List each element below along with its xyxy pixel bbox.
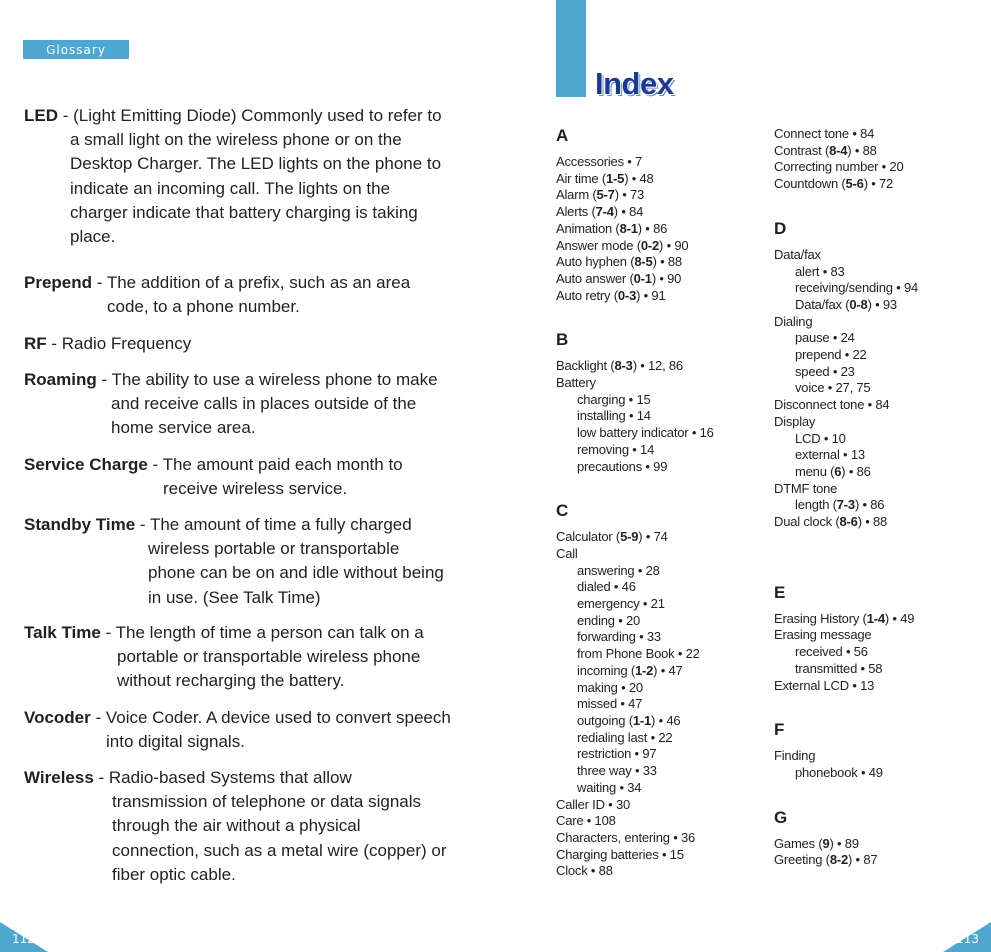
index-subentry <box>774 347 974 364</box>
glossary-definition-line: in use. (See Talk Time) <box>148 587 321 607</box>
index-entry <box>774 611 974 628</box>
glossary-entry <box>24 332 191 356</box>
index-page-ref: ) • 91 <box>636 287 666 303</box>
index-subentry <box>556 746 756 763</box>
index-entry-text: Greeting ( <box>774 852 830 868</box>
index-entry-text: Auto retry ( <box>556 287 618 303</box>
index-entry <box>774 678 974 695</box>
glossary-entry <box>24 706 451 754</box>
index-entry-text: Air time ( <box>556 170 607 186</box>
index-entry <box>774 314 974 331</box>
index-page-ref: ) • 12, 86 <box>632 358 683 374</box>
index-entry <box>774 852 974 869</box>
page-number-right-text: 113 <box>956 932 979 946</box>
glossary-definition-line: home service area. <box>111 418 256 438</box>
index-letter-heading: F <box>774 720 785 740</box>
index-entry-text: Dual clock ( <box>774 514 840 530</box>
page-number-left <box>0 914 48 952</box>
index-subentry <box>556 425 756 442</box>
index-entry-text: Accessories • 7 <box>556 154 643 169</box>
index-entry <box>556 204 756 221</box>
index-entry <box>774 481 974 498</box>
index-entry-text: Data/fax <box>774 246 821 262</box>
index-entry-text: waiting • 34 <box>577 779 642 795</box>
index-entry <box>774 176 974 193</box>
index-page-ref: ) • 88 <box>847 142 877 158</box>
index-menu-shortcut: 8-3 <box>614 358 633 374</box>
glossary-definition-line: - The amount paid each month to <box>147 455 403 474</box>
index-subentry <box>556 646 756 663</box>
index-entry-text: incoming ( <box>577 662 635 678</box>
index-entry-text: length ( <box>795 497 837 513</box>
index-subentry <box>556 629 756 646</box>
index-entry <box>774 414 974 431</box>
index-entry <box>556 813 756 830</box>
index-page-ref: ) • 88 <box>652 254 682 270</box>
index-subentry <box>774 431 974 448</box>
index-entry <box>556 863 756 880</box>
index-page-ref: ) • 47 <box>653 662 683 678</box>
index-menu-shortcut: 0-2 <box>640 237 660 253</box>
glossary-definition-line: Desktop Charger. The LED lights on the phone to <box>70 154 442 174</box>
glossary-definition-line: receive wireless service. <box>163 479 348 499</box>
index-entry-text: Calculator ( <box>556 529 621 545</box>
index-page-ref: ) • 84 <box>613 204 644 220</box>
glossary-definition-line: phone can be on and idle without being <box>148 563 444 583</box>
index-entry-text: Call <box>556 545 578 561</box>
index-subentry <box>556 730 756 747</box>
index-entry-text: Clock • 88 <box>556 863 613 879</box>
index-page-ref: ) • 86 <box>854 497 885 513</box>
index-entry-text: Characters, entering • 36 <box>556 829 696 845</box>
glossary-entry <box>24 513 444 610</box>
index-entry <box>774 143 974 160</box>
index-entry <box>556 529 756 546</box>
index-spacer <box>556 304 756 330</box>
index-entry-text: Data/fax ( <box>795 296 850 312</box>
glossary-entry <box>24 104 442 249</box>
index-entry <box>556 271 756 288</box>
index-subentry <box>774 464 974 481</box>
index-entry-text: Connect tone • 84 <box>774 126 875 141</box>
index-subentry <box>774 380 974 397</box>
index-spacer <box>556 475 756 501</box>
index-entry-text: Auto hyphen ( <box>556 254 635 270</box>
index-entry-text: installing • 14 <box>577 408 651 424</box>
index-entry-text: LCD • 10 <box>795 430 846 446</box>
index-entry-text: restriction • 97 <box>577 746 657 762</box>
index-menu-shortcut: 9 <box>822 835 830 851</box>
index-entry-text: Battery <box>556 375 596 391</box>
glossary-definition-line: - The amount of time a fully charged <box>135 515 412 534</box>
index-subentry <box>774 280 974 297</box>
glossary-definition-line: fiber optic cable. <box>112 864 236 884</box>
index-letter-heading: A <box>556 126 569 145</box>
index-entry <box>774 514 974 531</box>
index-menu-shortcut: 1-2 <box>634 662 654 678</box>
glossary-term: Service Charge <box>24 455 148 474</box>
index-entry <box>556 358 756 375</box>
index-menu-shortcut: 0-8 <box>849 296 868 312</box>
index-entry-text: Contrast ( <box>774 142 830 158</box>
index-menu-shortcut: 7-3 <box>836 497 855 513</box>
glossary-definition-line: - Radio-based Systems that allow <box>93 768 352 787</box>
index-entry <box>556 375 756 392</box>
index-entry-text: Alarm ( <box>556 187 597 203</box>
index-subentry <box>556 680 756 697</box>
index-subentry <box>556 392 756 409</box>
index-letter-heading: E <box>774 582 786 602</box>
glossary-term: RF <box>24 334 47 353</box>
index-entry-text: three way • 33 <box>577 763 657 779</box>
index-entry <box>774 126 974 143</box>
index-entry <box>556 187 756 204</box>
page-number-left-text: 112 <box>12 932 35 946</box>
index-entry <box>774 627 974 644</box>
index-page-ref: ) • 46 <box>651 712 681 728</box>
glossary-entry <box>24 621 424 694</box>
index-entry-text: redialing last • 22 <box>577 729 673 745</box>
index-entry-text: outgoing ( <box>577 712 633 728</box>
index-entry-text: prepend • 22 <box>795 347 867 363</box>
index-spacer <box>774 782 974 808</box>
index-entry-text: making • 20 <box>577 679 643 695</box>
index-entry-text: Care • 108 <box>556 813 616 829</box>
index-subentry <box>774 297 974 314</box>
index-entry-text: Countdown ( <box>774 176 846 192</box>
index-entry-text: Alerts ( <box>556 204 596 220</box>
index-menu-shortcut: 6 <box>834 463 842 479</box>
glossary-definition-line: - Voice Coder. A device used to convert speech <box>90 708 451 727</box>
index-subentry <box>774 644 974 661</box>
index-entry-text: transmitted • 58 <box>795 660 883 676</box>
index-column-1 <box>556 126 756 880</box>
index-page-ref: ) • 93 <box>867 296 897 312</box>
index-subentry <box>774 497 974 514</box>
index-entry-text: precautions • 99 <box>577 458 668 474</box>
index-entry <box>556 238 756 255</box>
index-entry <box>556 154 756 171</box>
index-entry-text: Dialing <box>774 313 813 329</box>
index-entry-text: alert • 83 <box>795 263 845 279</box>
glossary-term: Wireless <box>24 768 94 787</box>
glossary-definition-line: indicate an incoming call. The lights on the <box>70 178 391 198</box>
index-page-ref: ) • 72 <box>863 176 894 192</box>
index-subentry <box>774 447 974 464</box>
index-entry-text: Charging batteries • 15 <box>556 846 684 862</box>
index-subentry <box>556 613 756 630</box>
index-subentry <box>774 765 974 782</box>
index-entry-text: Finding <box>774 748 816 764</box>
index-subentry <box>556 408 756 425</box>
index-entry <box>774 397 974 414</box>
glossary-definition-line: a small light on the wireless phone or on the <box>70 130 402 150</box>
index-subentry <box>556 696 756 713</box>
glossary-term: Standby Time <box>24 515 136 534</box>
index-menu-shortcut: 8-4 <box>829 142 848 158</box>
index-subentry <box>774 661 974 678</box>
index-subentry <box>556 442 756 459</box>
glossary-definition-line: - The length of time a person can talk on a <box>100 623 424 642</box>
index-page-ref: ) • 90 <box>651 270 682 286</box>
index-entry-text: phonebook • 49 <box>795 764 883 780</box>
index-menu-shortcut: 8-2 <box>829 852 849 868</box>
index-subentry <box>774 330 974 347</box>
index-page-ref: ) • 48 <box>624 170 654 186</box>
index-page-ref: ) • 89 <box>829 835 859 851</box>
glossary-definition-line: without recharging the battery. <box>117 671 345 691</box>
index-column-2 <box>774 126 974 869</box>
index-subentry <box>774 264 974 281</box>
index-entry <box>556 797 756 814</box>
glossary-definition-line: through the air without a physical <box>112 816 361 836</box>
index-menu-shortcut: 0-3 <box>617 287 637 303</box>
glossary-entry <box>24 453 403 501</box>
index-entry-text: Caller ID • 30 <box>556 796 631 812</box>
index-menu-shortcut: 8-6 <box>839 514 858 530</box>
page-number-right <box>943 914 991 952</box>
glossary-entry <box>24 368 438 441</box>
index-subentry <box>556 763 756 780</box>
index-subentry <box>556 459 756 476</box>
index-entry-text: Games ( <box>774 835 823 851</box>
index-page-ref: ) • 88 <box>857 514 888 530</box>
glossary-definition-line: connection, such as a metal wire (copper) or <box>112 840 447 860</box>
index-page-ref: ) • 90 <box>659 237 689 253</box>
index-menu-shortcut: 5-7 <box>596 187 615 203</box>
index-entry <box>774 836 974 853</box>
index-entry-text: DTMF tone <box>774 480 838 496</box>
index-page-ref: ) • 74 <box>638 529 668 545</box>
index-page-ref: ) • 86 <box>841 463 871 479</box>
index-entry-text: Animation ( <box>556 220 620 236</box>
index-letter-heading: G <box>774 807 788 827</box>
index-spacer <box>774 557 974 583</box>
index-entry-text: Correcting number • 20 <box>774 159 904 175</box>
index-entry <box>774 748 974 765</box>
index-entry-text: receiving/sending • 94 <box>795 280 919 296</box>
index-entry <box>774 247 974 264</box>
index-entry-text: emergency • 21 <box>577 596 665 612</box>
index-entry <box>556 221 756 238</box>
index-subentry <box>556 713 756 730</box>
index-subentry <box>556 663 756 680</box>
index-entry-text: Answer mode ( <box>556 237 641 253</box>
index-menu-shortcut: 0-1 <box>633 270 652 286</box>
index-menu-shortcut: 8-5 <box>634 254 653 270</box>
glossary-definition-line: transmission of telephone or data signals <box>112 792 422 812</box>
index-spacer <box>774 531 974 557</box>
index-page-ref: ) • 86 <box>637 220 668 236</box>
index-entry-text: menu ( <box>795 463 835 479</box>
index-entry <box>556 288 756 305</box>
glossary-definition-line: place. <box>70 227 116 247</box>
glossary-term: Roaming <box>24 370 97 389</box>
glossary-entry <box>24 271 410 319</box>
index-entry-text: low battery indicator • 16 <box>577 425 714 441</box>
index-accent-bar <box>556 0 586 97</box>
index-subentry <box>774 364 974 381</box>
index-page-ref: ) • 73 <box>614 187 645 203</box>
glossary-definition-line: - The addition of a prefix, such as an area <box>92 273 411 292</box>
index-spacer <box>774 193 974 219</box>
index-entry-text: Backlight ( <box>556 358 615 374</box>
index-entry-text: Erasing History ( <box>774 610 867 626</box>
index-entry-text: forwarding • 33 <box>577 629 661 645</box>
index-entry-text: Erasing message <box>774 627 872 643</box>
index-menu-shortcut: 1-1 <box>632 712 652 728</box>
index-menu-shortcut: 8-1 <box>619 220 638 236</box>
glossary-definition-line: wireless portable or transportable <box>148 539 400 559</box>
section-tab-glossary: Glossary <box>23 40 129 59</box>
index-entry-text: external • 13 <box>795 447 865 463</box>
index-menu-shortcut: 5-6 <box>845 176 864 192</box>
index-entry-text: charging • 15 <box>577 391 651 407</box>
index-title: Index <box>595 66 674 101</box>
index-entry <box>556 830 756 847</box>
index-entry <box>556 546 756 563</box>
index-spacer <box>774 694 974 720</box>
index-entry-text: Display <box>774 413 816 429</box>
index-entry-text: speed • 23 <box>795 363 855 379</box>
index-menu-shortcut: 5-9 <box>620 529 639 545</box>
index-entry-text: dialed • 46 <box>577 579 636 595</box>
glossary-entry <box>24 766 447 887</box>
index-entry-text: Auto answer ( <box>556 270 634 286</box>
index-entry-text: voice • 27, 75 <box>795 380 871 396</box>
index-page-ref: ) • 49 <box>884 610 915 626</box>
glossary-definition-line: - (Light Emitting Diode) Commonly used to refer to <box>58 106 442 125</box>
index-subentry <box>556 596 756 613</box>
glossary-definition-line: code, to a phone number. <box>107 297 300 317</box>
index-entry <box>556 171 756 188</box>
index-entry-text: removing • 14 <box>577 441 655 457</box>
index-entry-text: received • 56 <box>795 644 868 660</box>
index-subentry <box>556 780 756 797</box>
index-letter-heading: D <box>774 218 787 238</box>
index-entry-text: from Phone Book • 22 <box>577 646 700 662</box>
index-entry-text: External LCD • 13 <box>774 677 875 693</box>
glossary-definition-line: - Radio Frequency <box>46 334 192 353</box>
glossary-definition-line: portable or transportable wireless phone <box>117 647 421 667</box>
index-letter-heading: B <box>556 330 569 350</box>
glossary-definition-line: and receive calls in places outside of the <box>111 394 417 414</box>
index-menu-shortcut: 1-5 <box>606 170 625 186</box>
index-entry-text: answering • 28 <box>577 562 660 578</box>
glossary-term: LED <box>24 106 58 125</box>
index-entry <box>774 159 974 176</box>
glossary-term: Prepend <box>24 273 93 292</box>
index-menu-shortcut: 1-4 <box>866 610 885 626</box>
index-letter-heading: C <box>556 501 569 521</box>
index-entry-text: Disconnect tone • 84 <box>774 397 890 413</box>
index-page-ref: ) • 87 <box>848 852 878 868</box>
glossary-definition-line: - The ability to use a wireless phone to make <box>96 370 438 389</box>
glossary-definition-line: into digital signals. <box>106 732 245 752</box>
index-menu-shortcut: 7-4 <box>595 204 614 220</box>
glossary-definition-line: charger indicate that battery charging is taking <box>70 202 418 222</box>
index-entry <box>556 254 756 271</box>
index-entry-text: pause • 24 <box>795 330 855 346</box>
index-subentry <box>556 579 756 596</box>
glossary-term: Talk Time <box>24 623 101 642</box>
index-entry-text: ending • 20 <box>577 612 641 628</box>
index-subentry <box>556 563 756 580</box>
index-entry <box>556 847 756 864</box>
index-entry-text: missed • 47 <box>577 696 643 712</box>
glossary-term: Vocoder <box>24 708 91 727</box>
